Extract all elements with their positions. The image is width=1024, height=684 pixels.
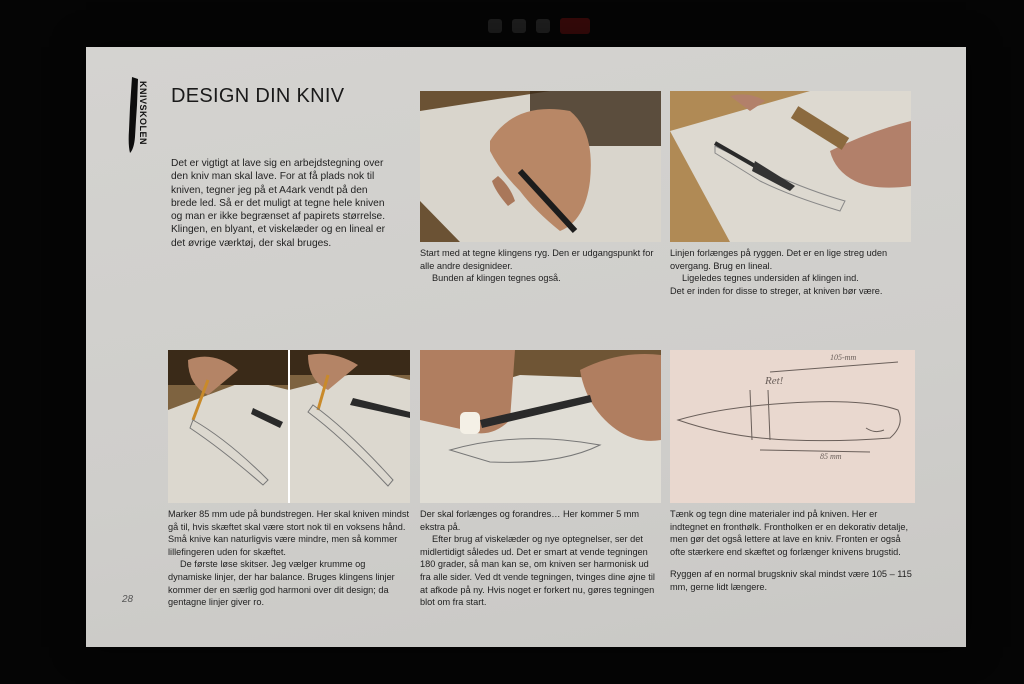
photo-extending-line <box>670 91 911 242</box>
logo-text: KNIVSKOLEN <box>138 81 148 146</box>
viewer-toolbar <box>488 14 638 38</box>
sketch-label-ret: Ret! <box>765 375 784 387</box>
caption-paragraph: Efter brug af viskelæder og nye optegnelser, ser det midlertidigt således ud. Det er smart at vende tegningen 180 grader, så man kan se, om kniven ser harmonisk ud fra alle sider. Ved dt vende tegningen, tvinges dine øjne til at afkode på ny. Hvis noget er forkert nu, gøres tegningen blot om fra start. <box>420 534 655 608</box>
photo-first-sketches <box>168 350 410 503</box>
record-button[interactable] <box>560 18 590 34</box>
photo-drawing-spine <box>420 91 661 242</box>
caption-top-middle <box>420 247 660 285</box>
caption-paragraph: Der skal forlænges og forandres… Her kommer 5 mm ekstra på. <box>420 509 640 532</box>
caption-paragraph: Start med at tegne klingens ryg. Den er udgangspunkt for alle andre designideer. <box>420 248 654 271</box>
caption-top-right <box>670 247 910 297</box>
caption-paragraph: Ligeledes tegnes undersiden af klingen ind. <box>682 273 859 284</box>
caption-paragraph: Linjen forlænges på ryggen. Det er en lige streg uden overgang. Brug en lineal. <box>670 248 888 271</box>
caption-paragraph: Bunden af klingen tegnes også. <box>432 273 561 284</box>
book-page <box>86 47 966 647</box>
photo-final-sketch <box>670 350 915 503</box>
edit-icon[interactable] <box>488 19 502 33</box>
caption-paragraph: Det er inden for disse to streger, at kniven bør være. <box>670 285 883 296</box>
caption-bottom-right <box>670 508 915 594</box>
page-number: 28 <box>122 594 134 605</box>
camera-icon[interactable] <box>536 19 550 33</box>
caption-bottom-left <box>168 508 410 609</box>
settings-icon[interactable] <box>512 19 526 33</box>
caption-paragraph: Tænk og tegn dine materialer ind på kniven. Her er indtegnet en fronthølk. Frontholken er en dekorativ detalje, men gør det også lettere at lave en kniv. Fronten er også ofte stærkere end skæftet og forlænger knivens brugstid. <box>670 509 908 557</box>
caption-paragraph: De første løse skitser. Jeg vælger krumme og dynamiske linjer, der har balance. Bruges klingens linjer kommer der en særlig god harmoni over dit design; da gentagne linjer giver ro. <box>168 559 395 608</box>
intro-text: Det er vigtigt at lave sig en arbejdstegning over den kniv man skal lave. For at få plads nok til kniven, tegner jeg på et A4ark vendt på den brede led. Så er det muligt at tegne hele kniven og man er ikke begrænset af papirets størrelse. Klingen, en blyant, et viskelæder og en lineal er det øvrige værktøj, der skal bruges. <box>171 158 386 249</box>
sketch-label-top: 105-mm <box>830 353 857 362</box>
page-title: DESIGN DIN KNIV <box>171 85 345 107</box>
sketch-label-bottom: 85 mm <box>820 452 842 461</box>
photo-erasing <box>420 350 661 503</box>
caption-bottom-middle <box>420 508 661 609</box>
caption-paragraph: Marker 85 mm ude på bundstregen. Her skal kniven mindst gå til, hvis skæftet skal være stort nok til en voksens hånd. Små knive kan naturligvis være mindre, men så kommer lillefingeren uden for skæftet. <box>168 509 410 557</box>
caption-paragraph: Ryggen af en normal brugskniv skal mindst være 105 – 115 mm, gerne lidt længere. <box>670 569 912 592</box>
